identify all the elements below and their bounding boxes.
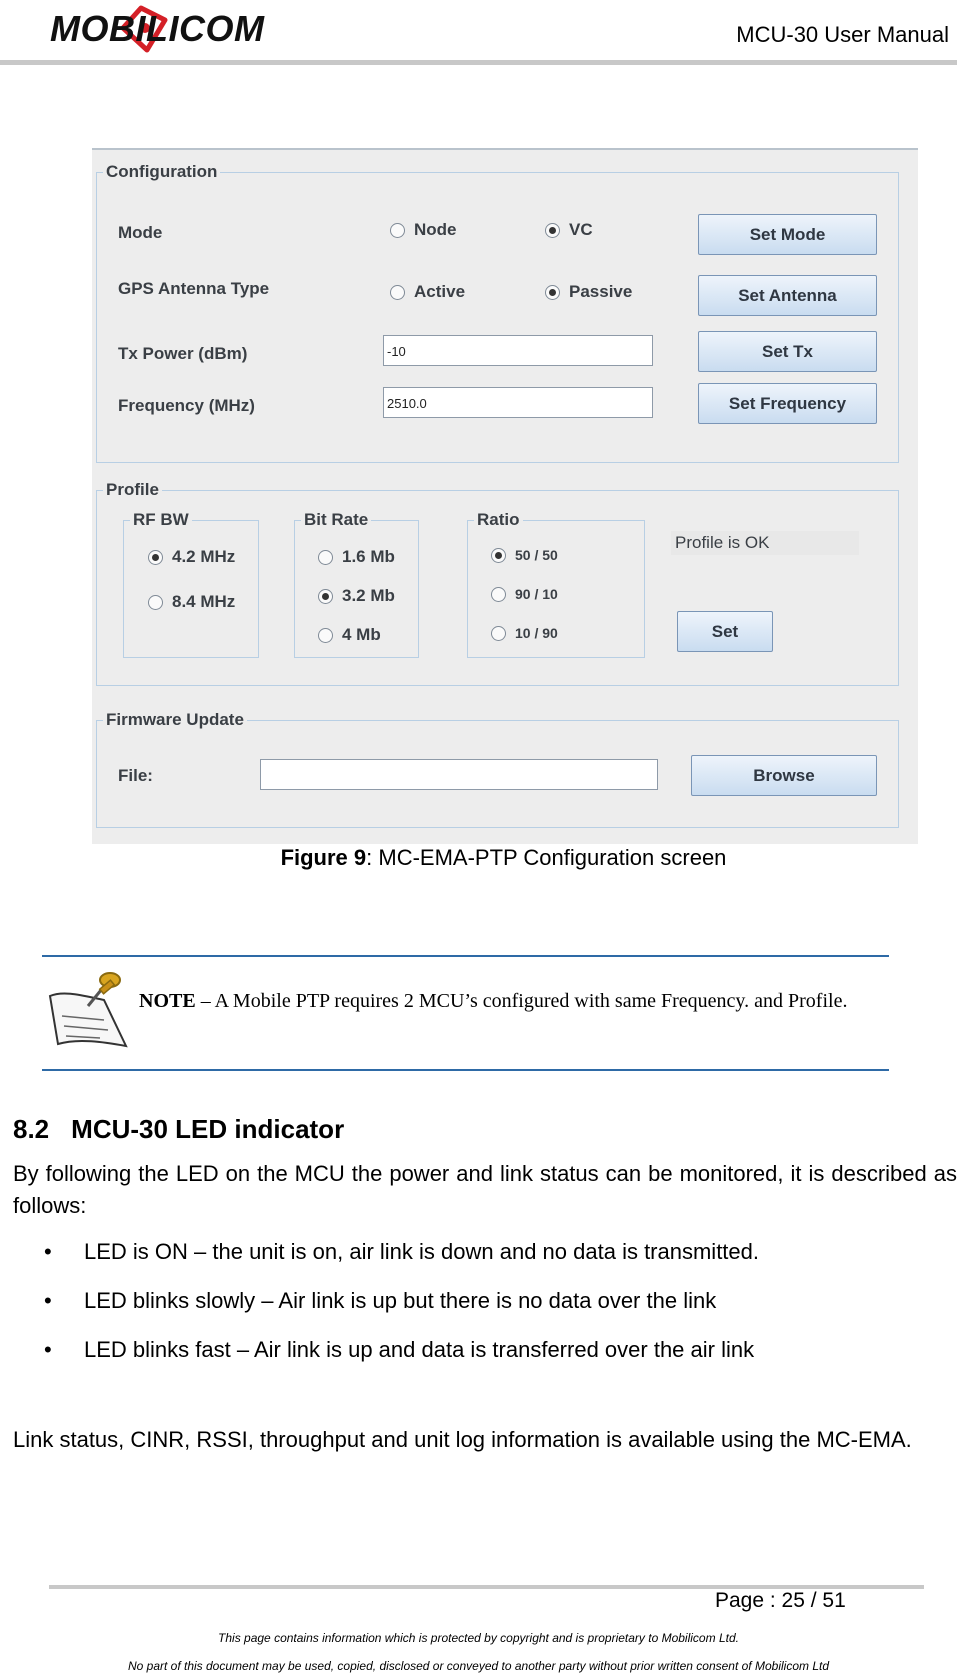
header-title: MCU-30 User Manual	[736, 22, 949, 47]
radio-label: 3.2 Mb	[342, 586, 395, 605]
list-item	[44, 1337, 754, 1363]
radio-label: 8.4 MHz	[172, 592, 236, 611]
radio-dot	[390, 285, 405, 300]
note-pin-paper-icon	[44, 966, 136, 1058]
profile-legend: Profile	[103, 480, 162, 500]
radio-label: 4 Mb	[342, 625, 381, 644]
note-body: – A Mobile PTP requires 2 MCU’s configured with same Frequency. and Profile.	[195, 990, 848, 1012]
radio-dot-selected	[545, 223, 560, 238]
mode-node-radio[interactable]	[390, 220, 457, 240]
set-tx-button[interactable]: Set Tx	[698, 331, 877, 372]
section-intro: By following the LED on the MCU the power and link status can be monitored, it is described as follows:	[13, 1161, 957, 1218]
radio-dot	[318, 628, 333, 643]
radio-label: 10 / 90	[515, 625, 558, 641]
configuration-group	[96, 162, 899, 463]
radio-dot	[491, 626, 506, 641]
logo-text: MOBILICOM	[50, 8, 265, 49]
radio-label: 90 / 10	[515, 586, 558, 602]
figure-label: Figure 9	[280, 845, 367, 870]
radio-dot-selected	[491, 548, 506, 563]
radio-dot	[318, 550, 333, 565]
radio-label: VC	[569, 220, 593, 239]
figure-caption	[0, 845, 957, 871]
radio-dot-selected	[318, 589, 333, 604]
section-number: 8.2	[13, 1114, 50, 1144]
note-bottom-rule	[42, 1069, 889, 1071]
list-item-text: LED blinks slowly – Air link is up but there is no data over the link	[84, 1288, 717, 1313]
ratio-group	[467, 510, 645, 658]
ratio-10-90-radio[interactable]	[491, 625, 558, 641]
bitrate-1-6-radio[interactable]	[318, 547, 395, 567]
mode-label: Mode	[118, 223, 163, 242]
radio-dot-selected	[148, 550, 163, 565]
ratio-legend: Ratio	[474, 510, 523, 530]
list-item-text: LED is ON – the unit is on, air link is down and no data is transmitted.	[84, 1239, 759, 1264]
set-frequency-button[interactable]: Set Frequency	[698, 383, 877, 424]
profile-status-text: Profile is OK	[671, 531, 859, 555]
note-top-rule	[42, 955, 889, 957]
mode-vc-radio[interactable]	[545, 220, 593, 240]
file-path-input[interactable]	[260, 759, 658, 790]
tx-power-label: Tx Power (dBm)	[118, 344, 248, 363]
page-number: Page : 25 / 51	[715, 1589, 846, 1612]
configuration-legend: Configuration	[103, 162, 220, 182]
gps-passive-radio[interactable]	[545, 282, 632, 302]
radio-dot	[491, 587, 506, 602]
rf-bw-legend: RF BW	[130, 510, 192, 530]
frequency-input[interactable]: 2510.0	[383, 387, 653, 418]
radio-label: 4.2 MHz	[172, 547, 236, 566]
header-divider	[0, 60, 957, 65]
footer-disclaimer: No part of this document may be used, copied, disclosed or conveyed to another party without prior written consent of Mobilicom Ltd	[127, 1659, 830, 1673]
frequency-label: Frequency (MHz)	[118, 396, 255, 415]
file-label: File:	[118, 766, 153, 785]
bullet-icon: •	[44, 1288, 52, 1313]
note-label: NOTE	[139, 990, 196, 1012]
ratio-90-10-radio[interactable]	[491, 586, 558, 602]
radio-label: Active	[414, 282, 466, 301]
section-outro: Link status, CINR, RSSI, throughput and unit log information is available using the MC-EMA.	[13, 1427, 912, 1452]
gps-antenna-label: GPS Antenna Type	[118, 279, 270, 298]
figure-caption-text: : MC-EMA-PTP Configuration screen	[366, 845, 727, 870]
section-heading	[13, 1114, 344, 1145]
bullet-icon: •	[44, 1337, 52, 1362]
radio-dot	[390, 223, 405, 238]
radio-label: 50 / 50	[515, 547, 558, 563]
rf-bw-group	[123, 510, 259, 658]
radio-label: 1.6 Mb	[342, 547, 395, 566]
set-mode-button[interactable]: Set Mode	[698, 214, 877, 255]
footer-copyright: This page contains information which is protected by copyright and is proprietary to Mobilicom Ltd.	[218, 1631, 739, 1645]
firmware-update-group	[96, 710, 899, 828]
section-title: MCU-30 LED indicator	[71, 1114, 345, 1144]
list-item	[44, 1239, 759, 1265]
set-antenna-button[interactable]: Set Antenna	[698, 275, 877, 316]
radio-label: Node	[414, 220, 457, 239]
list-item	[44, 1288, 716, 1314]
tx-power-input[interactable]: -10	[383, 335, 653, 366]
firmware-update-legend: Firmware Update	[103, 710, 247, 730]
radio-label: Passive	[569, 282, 633, 301]
radio-dot	[148, 595, 163, 610]
bitrate-3-2-radio[interactable]	[318, 586, 395, 606]
radio-dot-selected	[545, 285, 560, 300]
ratio-50-50-radio[interactable]	[491, 547, 558, 563]
bitrate-4-radio[interactable]	[318, 625, 381, 645]
gps-active-radio[interactable]	[390, 282, 465, 302]
list-item-text: LED blinks fast – Air link is up and data is transferred over the air link	[84, 1337, 755, 1362]
bit-rate-group	[294, 510, 419, 658]
bit-rate-legend: Bit Rate	[301, 510, 371, 530]
browse-button[interactable]: Browse	[691, 755, 877, 796]
bullet-icon: •	[44, 1239, 52, 1264]
rfbw-8-4-radio[interactable]	[148, 592, 235, 612]
profile-group	[96, 480, 899, 686]
config-screenshot	[92, 148, 918, 844]
profile-set-button[interactable]: Set	[677, 611, 773, 652]
note-text	[139, 988, 899, 1015]
rfbw-4-2-radio[interactable]	[148, 547, 235, 567]
